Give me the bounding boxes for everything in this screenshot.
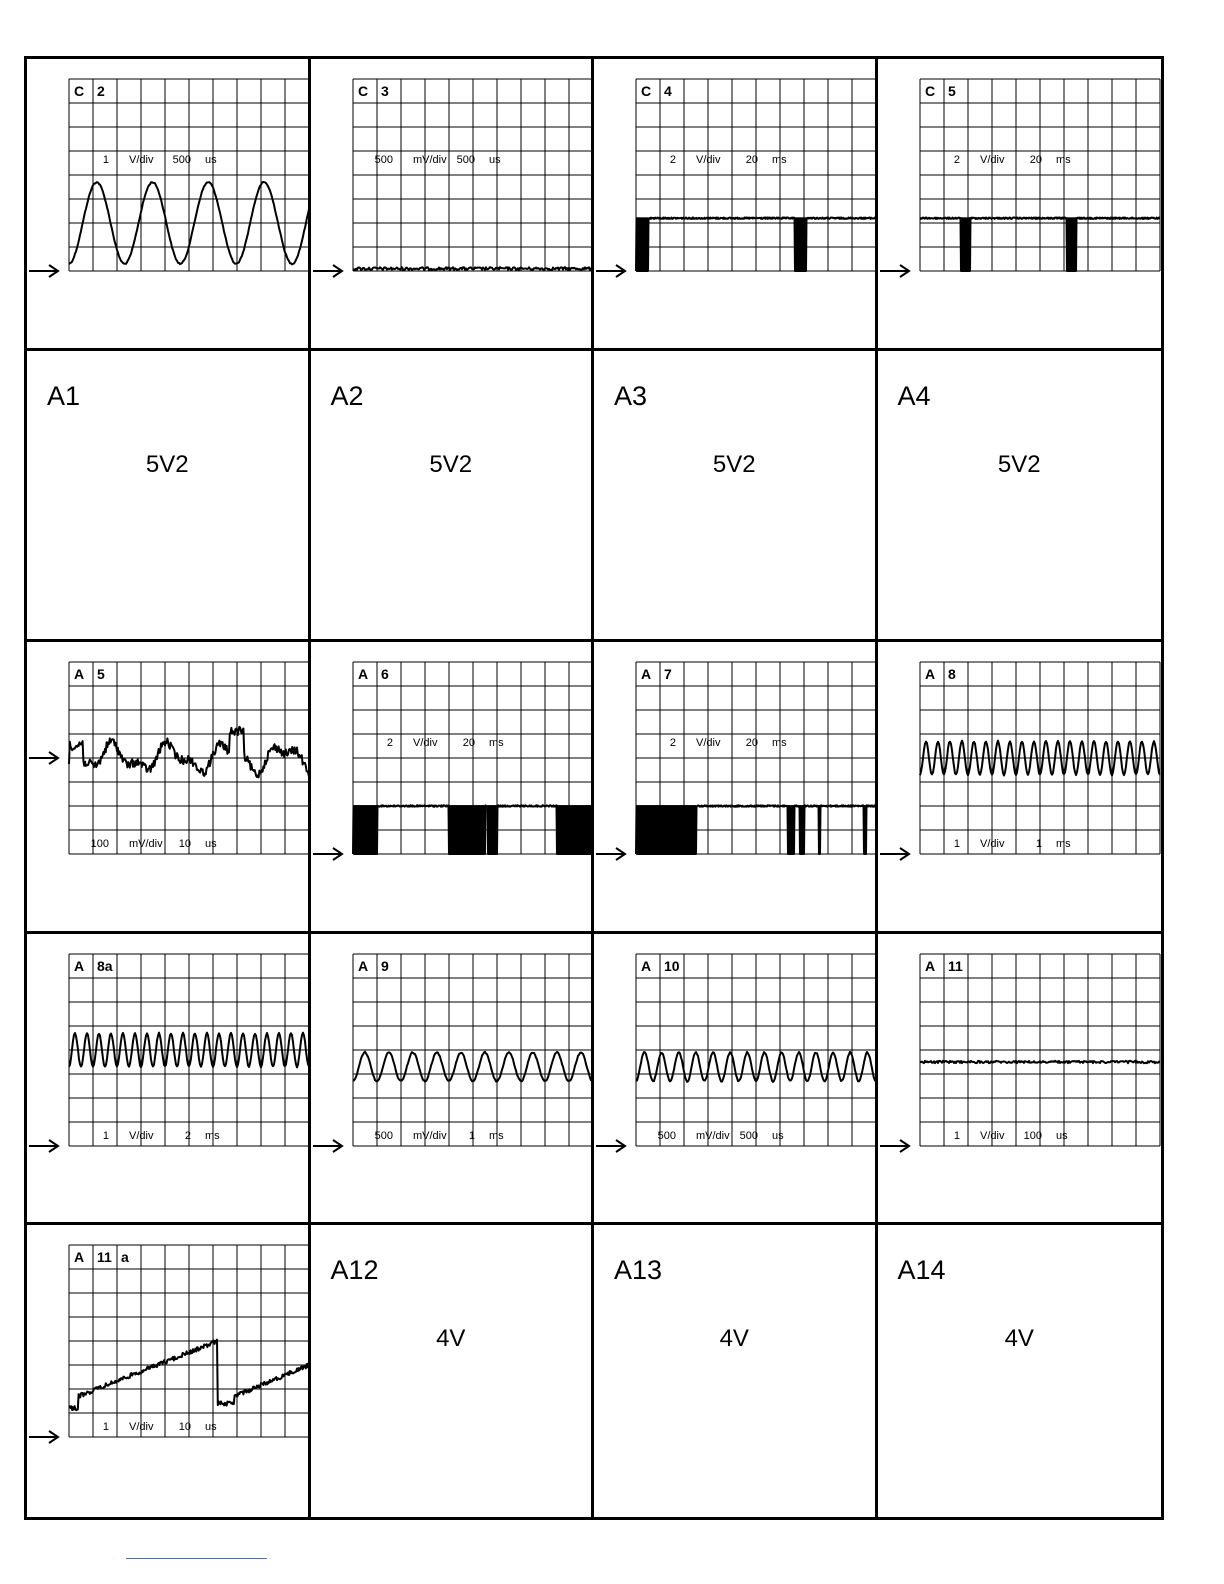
scale-text: us: [205, 838, 217, 851]
scale-text: V/div: [696, 154, 721, 166]
scale-text: ms: [488, 737, 504, 750]
scale-text: 20: [745, 737, 758, 750]
scale-text: 10: [178, 1421, 191, 1434]
scale-text: 500: [172, 154, 191, 166]
channel-label: A: [74, 666, 85, 683]
scale-text: ms: [1055, 838, 1071, 851]
cell-c3: [311, 59, 595, 351]
trigger-arrow-icon: [311, 264, 345, 278]
scale-text: V/div: [979, 154, 1004, 166]
channel-label: A: [924, 957, 935, 974]
cell-voltage-value: 5V2: [997, 450, 1041, 478]
scale-text: 100: [90, 838, 109, 851]
channel-label: A: [357, 957, 368, 974]
scale-text: V/div: [412, 737, 437, 750]
cell-a11: [878, 934, 1162, 1226]
oscilloscope-screen: [636, 79, 876, 271]
trigger-arrow-icon: [594, 1139, 628, 1153]
oscilloscope-screen: [920, 954, 1160, 1146]
trigger-arrow-icon: [594, 847, 628, 861]
channel-label: A: [641, 666, 652, 683]
scale-text: V/div: [129, 1421, 154, 1434]
channel-label: a: [121, 1249, 129, 1266]
trigger-arrow-icon: [27, 751, 61, 765]
cell-label: A1: [47, 380, 81, 411]
scale-text: mV/div: [412, 154, 447, 166]
cell-a3: [594, 351, 878, 643]
cell-a10: [594, 934, 878, 1226]
cell-c2: [27, 59, 311, 351]
channel-label: 9: [380, 957, 389, 974]
scale-text: us: [488, 154, 501, 166]
cell-a9: [311, 934, 595, 1226]
cell-a8a: [27, 934, 311, 1226]
cell-a7: [594, 642, 878, 934]
cell-a13: [594, 1225, 878, 1517]
cell-label: A3: [614, 380, 648, 411]
cell-label: A13: [614, 1255, 663, 1286]
scale-text: 2: [184, 1129, 191, 1142]
cell-a5: [27, 642, 311, 934]
scale-text: V/div: [129, 1129, 154, 1142]
oscilloscope-screen: [69, 79, 309, 271]
channel-label: 8: [947, 666, 956, 683]
channel-label: 10: [664, 957, 680, 974]
cell-label: A2: [330, 380, 364, 411]
scale-text: 1: [102, 154, 109, 166]
channel-label: A: [74, 957, 85, 974]
oscilloscope-screen: [353, 662, 593, 854]
oscilloscope-screen: [920, 662, 1160, 854]
cell-c4: [594, 59, 878, 351]
oscilloscope-screen: [69, 662, 309, 854]
scale-text: us: [205, 1421, 217, 1434]
cell-c5: [878, 59, 1162, 351]
cell-label: A12: [330, 1255, 379, 1286]
channel-label: 5: [947, 83, 956, 99]
channel-label: 2: [97, 83, 105, 99]
scale-text: us: [1055, 1129, 1068, 1142]
cell-voltage-value: 4V: [1004, 1325, 1034, 1353]
channel-label: 4: [664, 83, 672, 99]
trigger-arrow-icon: [878, 264, 912, 278]
cell-a1: [27, 351, 311, 643]
cell-a14: [878, 1225, 1162, 1517]
trigger-arrow-icon: [878, 847, 912, 861]
scale-text: mV/div: [696, 1129, 730, 1142]
scale-text: V/div: [696, 737, 721, 750]
scale-text: ms: [772, 737, 787, 750]
channel-label: A: [641, 957, 652, 974]
trigger-arrow-icon: [27, 264, 61, 278]
cell-a11a: [27, 1225, 311, 1517]
trigger-arrow-icon: [311, 847, 345, 861]
channel-label: A: [357, 666, 368, 683]
scale-text: V/div: [129, 154, 154, 166]
channel-label: 11: [97, 1249, 112, 1266]
scale-text: 1: [953, 838, 960, 851]
oscilloscope-screen: [636, 954, 876, 1146]
trigger-arrow-icon: [311, 1139, 345, 1153]
scale-text: mV/div: [129, 838, 163, 851]
channel-label: C: [641, 83, 652, 99]
cell-voltage-value: 4V: [719, 1325, 749, 1353]
cell-a4: [878, 351, 1162, 643]
scale-text: 500: [739, 1129, 758, 1142]
channel-label: 5: [97, 666, 105, 683]
cell-label: A4: [897, 380, 931, 411]
cell-voltage-value: 5V2: [429, 450, 473, 478]
trigger-arrow-icon: [27, 1430, 61, 1444]
scale-text: us: [205, 154, 217, 166]
scale-text: 1: [953, 1129, 960, 1142]
scale-text: 500: [374, 1129, 393, 1142]
oscilloscope-screen: [920, 79, 1160, 271]
channel-label: C: [74, 83, 85, 99]
scale-text: 1: [468, 1129, 475, 1142]
oscilloscope-screen: [69, 1245, 309, 1437]
waveform-grid: [24, 56, 1164, 1520]
scale-text: 500: [456, 154, 475, 166]
scale-text: 2: [669, 737, 676, 750]
cell-voltage-value: 5V2: [712, 450, 756, 478]
scale-text: 10: [178, 838, 191, 851]
cell-a12: [311, 1225, 595, 1517]
scale-text: 500: [374, 154, 393, 166]
scale-text: V/div: [979, 1129, 1004, 1142]
scale-text: V/div: [979, 838, 1004, 851]
scale-text: mV/div: [412, 1129, 447, 1142]
scale-text: 20: [745, 154, 758, 166]
oscilloscope-screen: [636, 662, 876, 854]
channel-label: C: [357, 83, 368, 99]
trigger-arrow-icon: [594, 264, 628, 278]
footer-underline: [126, 1558, 267, 1559]
channel-label: A: [74, 1249, 85, 1266]
channel-label: A: [924, 666, 935, 683]
channel-label: 3: [380, 83, 389, 99]
scale-text: 1: [102, 1129, 109, 1142]
scale-text: 1: [1035, 838, 1042, 851]
scale-text: 100: [1023, 1129, 1042, 1142]
scale-text: ms: [205, 1129, 220, 1142]
scale-text: 20: [1029, 154, 1042, 166]
channel-label: 8a: [97, 957, 113, 974]
oscilloscope-screen: [69, 954, 309, 1146]
channel-label: 7: [664, 666, 672, 683]
trigger-arrow-icon: [878, 1139, 912, 1153]
scale-text: 20: [462, 737, 475, 750]
channel-label: 6: [380, 666, 389, 683]
cell-a8: [878, 642, 1162, 934]
oscilloscope-screen: [353, 79, 593, 271]
cell-a6: [311, 642, 595, 934]
scale-text: 1: [102, 1421, 109, 1434]
cell-voltage-value: 5V2: [145, 450, 189, 478]
scale-text: 500: [657, 1129, 676, 1142]
scale-text: ms: [1055, 154, 1071, 166]
waveform-trace: [920, 1061, 1160, 1063]
scale-text: 2: [669, 154, 676, 166]
oscilloscope-screen: [353, 954, 593, 1146]
channel-label: C: [924, 83, 935, 99]
scale-text: us: [772, 1129, 784, 1142]
trigger-arrow-icon: [27, 1139, 61, 1153]
channel-label: 11: [947, 957, 963, 974]
cell-label: A14: [897, 1255, 946, 1286]
cell-a2: [311, 351, 595, 643]
scale-text: ms: [488, 1129, 504, 1142]
cell-voltage-value: 4V: [436, 1325, 466, 1353]
scale-text: 2: [953, 154, 960, 166]
scale-text: ms: [772, 154, 787, 166]
scale-text: 2: [386, 737, 393, 750]
